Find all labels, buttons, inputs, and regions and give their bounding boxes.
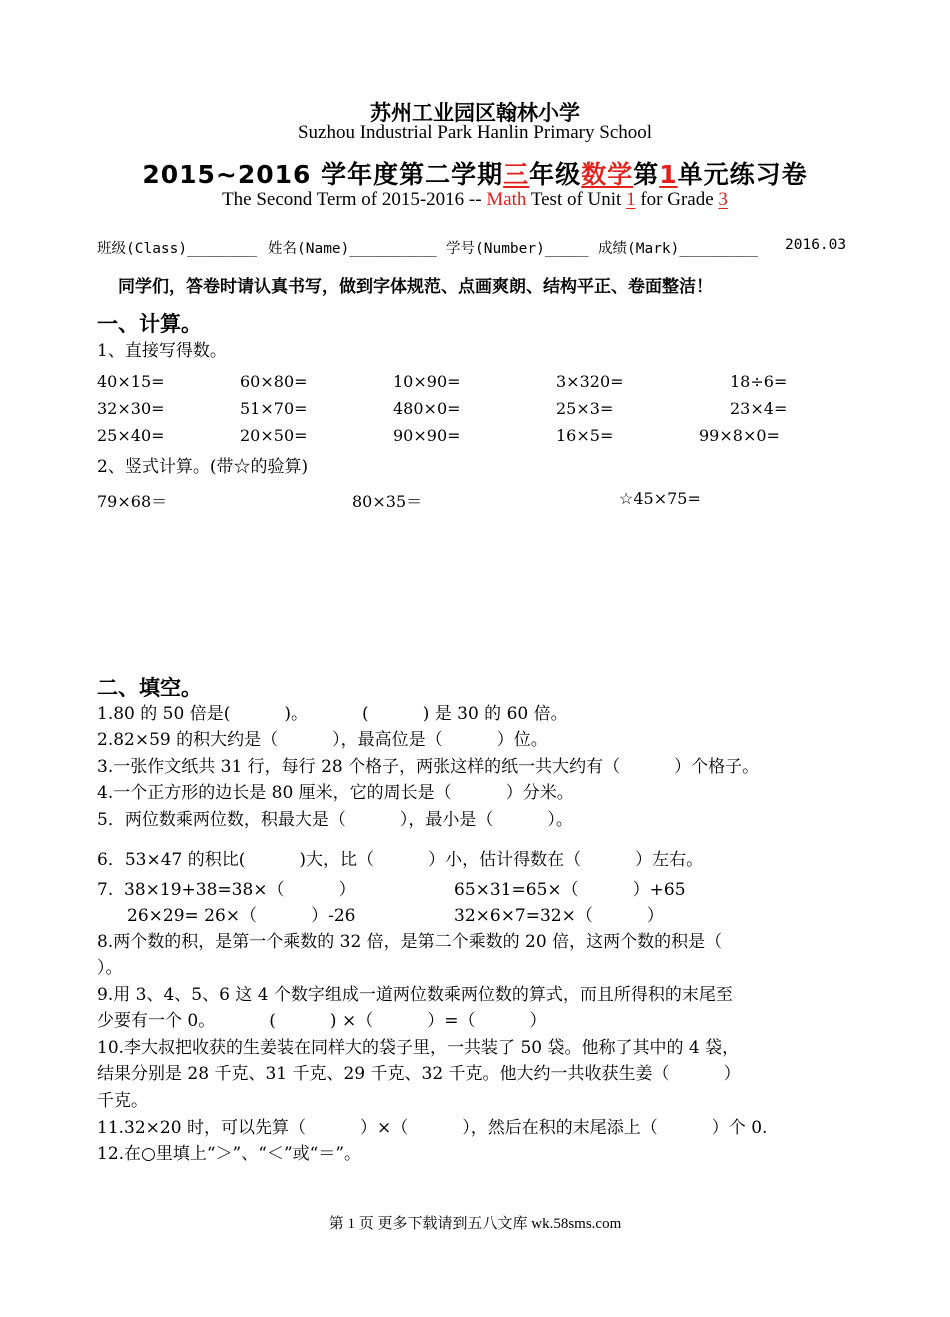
vertical-calc-item: 80×35＝ (352, 492, 423, 511)
fill-line: 4.一个正方形的边长是 80 厘米，它的周长是（ ）分米。 (97, 783, 574, 803)
motto: 同学们，答卷时请认真书写，做到字体规范、点画爽朗、结构平正、卷面整洁！ (118, 277, 713, 297)
calc-item: 60×80= (240, 372, 308, 391)
fill-line: 12.在○里填上“＞”、“＜”或“＝”。 (97, 1144, 362, 1164)
school-name-cn: 苏州工业园区翰林小学 (370, 101, 580, 125)
exam-title-cn (0, 155, 950, 191)
fill-line: 8.两个数的积，是第一个乘数的 32 倍，是第二个乘数的 20 倍，这两个数的积是（ (97, 932, 723, 952)
title-en-mid: Test of Unit (526, 189, 627, 210)
section1-title: 一、计算。 (97, 312, 202, 336)
title-mid2: 第 (633, 160, 660, 189)
title-subject: 数学 (581, 160, 634, 189)
title-prefix: 2015~2016 学年度第二学期 (142, 160, 504, 189)
calc-item: 25×40= (97, 426, 165, 445)
fill-line: 26×29= 26×（ ）-26 (127, 906, 356, 926)
title-en-grade: 3 (718, 189, 728, 210)
title-en-prefix: The Second Term of 2015-2016 -- (222, 189, 487, 210)
fill-line: 32×6×7=32×（ ） (454, 906, 664, 926)
section2-title: 二、填空。 (97, 676, 202, 700)
fill-line: 结果分别是 28 千克、31 千克、29 千克、32 千克。他大约一共收获生姜（ ） (97, 1064, 741, 1084)
exam-title-en (0, 189, 950, 211)
calc-item: 20×50= (240, 426, 308, 445)
fill-line: ）。 (97, 958, 123, 978)
calc-item: 90×90= (393, 426, 461, 445)
name-field[interactable]: 姓名(Name)__________ (268, 241, 437, 257)
calc-item: 99×8×0= (699, 426, 780, 445)
fill-line: 6．53×47 的积比( )大，比（ ）小，估计得数在（ ）左右。 (97, 850, 704, 870)
exam-date: 2016.03 (785, 237, 847, 253)
page-footer: 第 1 页 更多下载请到五八文库 wk.58sms.com (328, 1216, 622, 1232)
title-unit: 1 (659, 160, 678, 189)
calc-item: 480×0= (393, 399, 461, 418)
title-en-unit: 1 (626, 189, 636, 210)
class-field[interactable]: 班级(Class)________ (97, 241, 257, 257)
calc-item: 16×5= (556, 426, 614, 445)
calc-item: 25×3= (556, 399, 614, 418)
fill-line: 7. 38×19+38=38×（ ） (97, 880, 356, 900)
calc-item: 40×15= (97, 372, 165, 391)
school-name-en: Suzhou Industrial Park Hanlin Primary School (297, 122, 653, 143)
title-en-mid2: for Grade (635, 189, 719, 210)
calc-item: 32×30= (97, 399, 165, 418)
calc-item: 51×70= (240, 399, 308, 418)
title-mid1: 年级 (529, 160, 582, 189)
calc-item: 23×4= (730, 399, 788, 418)
vertical-calc-item: 79×68＝ (97, 492, 168, 511)
mark-field[interactable]: 成绩(Mark)_________ (598, 241, 758, 257)
q1-title: 1、直接写得数。 (97, 341, 227, 361)
fill-line: 3.一张作文纸共 31 行，每行 28 个格子，两张这样的纸一共大约有（ ）个格子。 (97, 757, 760, 777)
fill-line: 少要有一个 0。 ( ) ×（ ）=（ ） (97, 1011, 547, 1031)
fill-line: 千克。 (97, 1091, 148, 1111)
calc-item: 10×90= (393, 372, 461, 391)
fill-line: 65×31=65×（ ）+65 (454, 880, 686, 900)
vertical-calc-item: ☆45×75= (619, 489, 701, 508)
fill-line: 11.32×20 时，可以先算（ ）×（ ），然后在积的末尾添上（ ）个 0. (97, 1118, 768, 1138)
title-grade: 三 (503, 160, 530, 189)
q2-title: 2、竖式计算。(带☆的验算) (97, 457, 309, 477)
calc-item: 18÷6= (730, 372, 788, 391)
title-en-subject: Math (486, 189, 527, 210)
fill-line: 1.80 的 50 倍是( )。 ( ) 是 30 的 60 倍。 (97, 704, 568, 724)
fill-line: 9.用 3、4、5、6 这 4 个数字组成一道两位数乘两位数的算式，而且所得积的末尾至 (97, 985, 733, 1005)
fill-line: 2.82×59 的积大约是（ ），最高位是（ ）位。 (97, 730, 548, 750)
calc-item: 3×320= (556, 372, 624, 391)
title-suffix: 单元练习卷 (677, 160, 808, 189)
fill-line: 5．两位数乘两位数，积最大是（ ），最小是（ ）。 (97, 810, 573, 830)
number-field[interactable]: 学号(Number)_____ (446, 241, 589, 257)
fill-line: 10.李大叔把收获的生姜装在同样大的袋子里，一共装了 50 袋。他称了其中的 4 袋， (97, 1038, 740, 1058)
